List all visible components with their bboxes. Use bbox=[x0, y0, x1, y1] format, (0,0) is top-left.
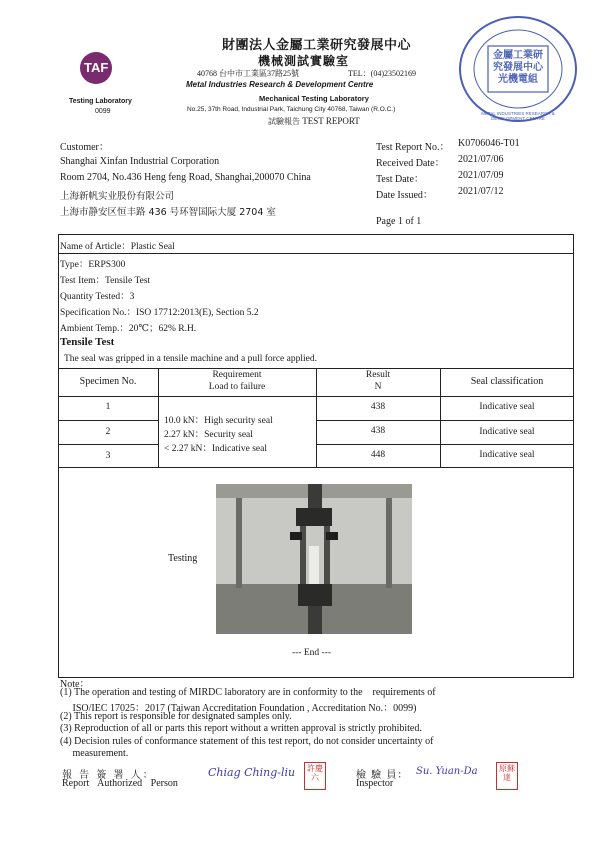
specimen-no: 1 bbox=[105, 402, 111, 412]
note-line: ISO/IEC 17025：2017 (Taiwan Accreditation Foundation , Accreditation No.：0099) bbox=[60, 703, 417, 714]
specimen-no: 2 bbox=[105, 427, 111, 437]
requirement-line: 10.0 kN：High security seal bbox=[164, 416, 273, 426]
result-value: 448 bbox=[370, 450, 386, 460]
note-label: Note： bbox=[60, 679, 90, 690]
address-en: No.25, 37th Road, Industrial Park, Taichung City 40768, Taiwan (R.O.C.) bbox=[187, 106, 396, 113]
report-title-en: TEST REPORT bbox=[302, 116, 360, 126]
tensile-description: The seal was gripped in a tensile machine and a pull force applied. bbox=[64, 354, 317, 364]
test-date-value: 2021/07/09 bbox=[458, 170, 504, 181]
testing-photo bbox=[216, 484, 412, 634]
authorized-stamp: 許慶六 bbox=[304, 762, 326, 790]
taf-number: 0099 bbox=[95, 108, 111, 115]
result-value: 438 bbox=[370, 402, 386, 412]
test-date-label: Test Date： bbox=[376, 174, 424, 185]
inspector-label-cn: 檢 驗 員： bbox=[356, 770, 409, 781]
specification: Specification No.：ISO 17712:2013(E), Section 5.2 bbox=[60, 308, 259, 318]
taf-logo-text: TAF bbox=[84, 60, 109, 75]
requirement-line: 2.27 kN：Security seal bbox=[164, 430, 253, 440]
page-number: Page 1 of 1 bbox=[376, 216, 422, 227]
report-title bbox=[268, 116, 360, 127]
report-no-label: Test Report No.： bbox=[376, 142, 450, 153]
col-requirement-1: Requirement bbox=[212, 370, 262, 380]
col-result-1: Result bbox=[365, 370, 391, 380]
date-issued-label: Date Issued： bbox=[376, 190, 433, 201]
customer-name-cn: 上海新帆实业股份有限公司 bbox=[60, 191, 175, 202]
lab-name-cn: 機械測試實驗室 bbox=[258, 54, 350, 68]
received-date-value: 2021/07/06 bbox=[458, 154, 504, 165]
org-name-cn: 財團法人金屬工業研究發展中心 bbox=[222, 38, 412, 53]
tensile-heading: Tensile Test bbox=[60, 336, 115, 348]
customer-label: Customer： bbox=[60, 142, 109, 153]
col-requirement-2: Load to failure bbox=[208, 382, 266, 392]
requirement-line: < 2.27 kN：Indicative seal bbox=[164, 444, 267, 454]
report-title-cn: 試驗報告 bbox=[268, 117, 300, 126]
inspector-stamp: 原蘇達 bbox=[496, 762, 518, 790]
report-no-value: K0706046-T01 bbox=[458, 138, 520, 149]
note-line: (4) Decision rules of conformance statement of this test report, do not consider uncertainty of bbox=[60, 736, 434, 747]
lab-name-en: Mechanical Testing Laboratory bbox=[259, 94, 369, 103]
date-issued-value: 2021/07/12 bbox=[458, 186, 504, 197]
address-cn: 40768 台中市工業區37路25號 bbox=[197, 69, 299, 78]
authorized-label-en: Report Authorized Person bbox=[62, 778, 178, 789]
col-result-2: N bbox=[374, 382, 382, 392]
article-type: Type：ERPS300 bbox=[60, 260, 126, 270]
classification: Indicative seal bbox=[479, 427, 535, 437]
col-specimen: Specimen No. bbox=[79, 376, 137, 387]
taf-label: Testing Laboratory bbox=[69, 98, 132, 105]
specimen-no: 3 bbox=[105, 451, 111, 461]
tel: TEL：(04)23502169 bbox=[348, 69, 416, 78]
seal-stamp-inner: 金屬工業研究發展中心光機電組 bbox=[493, 50, 543, 85]
test-item: Test Item：Tensile Test bbox=[60, 276, 151, 286]
customer-address: Room 2704, No.436 Heng feng Road, Shanghai,200070 China bbox=[60, 172, 311, 183]
customer-name: Shanghai Xinfan Industrial Corporation bbox=[60, 156, 220, 167]
org-name-en: Metal Industries Research & Development Centre bbox=[186, 80, 374, 89]
testing-label: Testing bbox=[168, 553, 198, 564]
quantity-tested: Quantity Tested：3 bbox=[60, 292, 135, 302]
classification: Indicative seal bbox=[479, 402, 535, 412]
note-line: (2) This report is responsible for designated samples only. bbox=[60, 711, 292, 722]
classification: Indicative seal bbox=[479, 450, 535, 460]
note-line: (3) Reproduction of all or parts this report without a written approval is strictly prohibited. bbox=[60, 723, 422, 734]
col-classification: Seal classification bbox=[470, 376, 544, 387]
seal-stamp-ring: METAL INDUSTRIES RESEARCH & DEVELOPMENT CENTRE bbox=[481, 111, 555, 121]
note-line: (1) The operation and testing of MIRDC laboratory are in conformity to the requirements of bbox=[60, 687, 436, 698]
received-date-label: Received Date： bbox=[376, 158, 445, 169]
inspector-label-en: Inspector bbox=[356, 778, 394, 789]
article-name: Name of Article：Plastic Seal bbox=[60, 242, 175, 252]
end-marker: --- End --- bbox=[292, 648, 332, 658]
note-line: measurement. bbox=[60, 748, 129, 759]
authorized-label-cn: 報 告 簽 署 人： bbox=[62, 770, 155, 781]
result-value: 438 bbox=[370, 426, 386, 436]
ambient-temp: Ambient Temp.：20℃；62% R.H. bbox=[60, 324, 197, 334]
inspector-signature: Su. Yuan-Da bbox=[416, 766, 478, 777]
authorized-signature: Chiag Ching-liu bbox=[208, 766, 296, 779]
customer-address-cn: 上海市静安区恒丰路 436 号环智国际大厦 2704 室 bbox=[60, 207, 276, 218]
